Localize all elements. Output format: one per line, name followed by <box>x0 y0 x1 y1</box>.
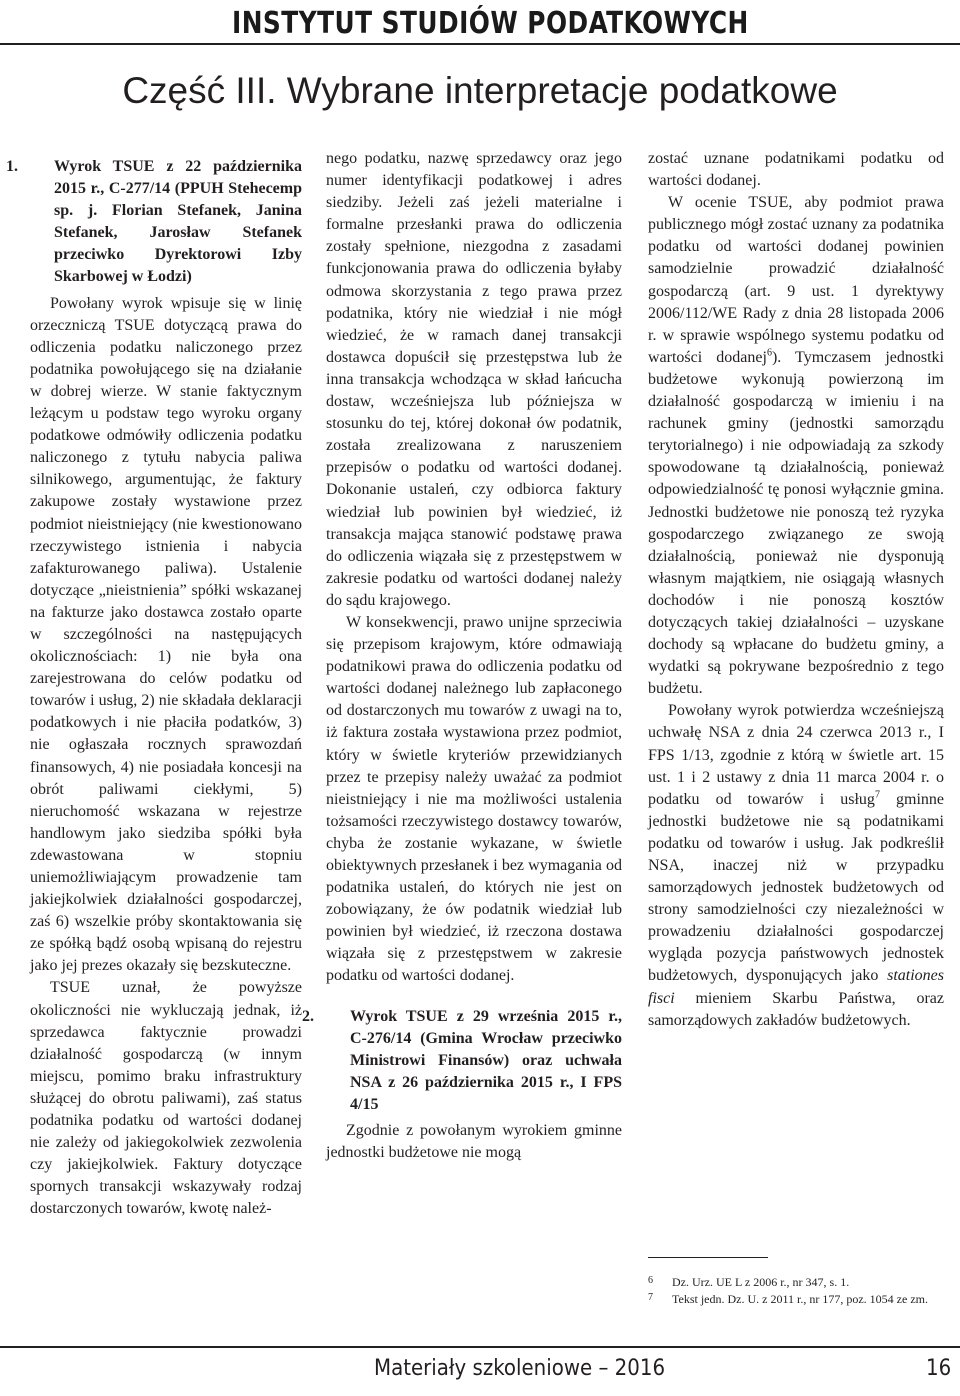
case-2-title: Wyrok TSUE z 29 września 2015 r., C‑276/14 (Gmina Wrocław przeciwko Ministrowi Finansów) oraz uchwała NSA z 26 października 2015 r., I FPS 4/15 <box>350 1007 622 1113</box>
footnotes <box>648 1274 944 1308</box>
institute-name: INSTYTUT STUDIÓW PODATKOWYCH <box>232 6 749 41</box>
case-1-paragraph-3: W konsekwencji, prawo unijne sprzeciwia się przepisom krajowym, które odmawiają podatnikowi prawa do odliczenia podatku od wartości dodanej należnego lub zapłaconego od dostarczonych mu towarów z uwagi na to, iż faktura została wystawiona przez podmiot, który w świetle kryteriów przewidzianych przez te przepisy należy uważać za podmiot nieistniejący i nie ma możliwości ustalenia tożsamości rzeczywistego dostawcy towarów, chyba że zostanie wykazane, w świetle obiektywnych przesłanek i bez wymagania od podatnika ustaleń, do których nie jest on zobowiązany, że ów podatnik wiedział lub powinien był wiedzieć, iż rzeczona dostawa wiązała się z przestępstwem w zakresie podatku od wartości dodanej. <box>326 613 622 985</box>
case-1-paragraph-1: Powołany wyrok wpisuje się w linię orzeczniczą TSUE dotyczącą prawa do odliczenia podatku naliczonego przez podatnika powołującego się na działanie w dobrej wierze. W stanie faktycznym leżącym u podstaw tego wyroku organy podatkowe odmówiły odliczenia podatku naliczonego z tytułu nabycia paliwa silnikowego, argumentując, że faktury zakupowe zostały wystawione przez podmiot nieistniejący (nie kwestionowano rzeczywistego istnienia i nabycia zafakturowanego paliwa). Ustalenie dotyczące „nieistnienia” spółki wskazanej na fakturze jako dostawca zostało oparte w szczególności na następujących okolicznościach: 1) nie była ona zarejestrowana do celów podatku od towarów i usług, 2) nie składała deklaracji podatkowych i nie płaciła podatków, 3) nie ogłaszała rocznych sprawozdań finansowych, 4) nie posiadała koncesji na obrót paliwami ciekłymi, 5) nieruchomość wskazana w rejestrze handlowym jako siedziba spółki była zdewastowana w stopniu uniemożliwiającym prowadzenie tam jakiejkolwiek działalności gospodarczej, zaś 6) wszelkie próby skontaktowania się ze spółką bądź osobą wpisaną do rejestru jako jej prezes okazały się bezskuteczne. <box>30 294 302 975</box>
case-1-heading <box>6 156 302 289</box>
footnote-7: 7 Tekst jedn. Dz. U. z 2011 r., nr 177, poz. 1054 ze zm. <box>648 1292 928 1306</box>
text-column-1 <box>6 148 302 1221</box>
header-divider <box>0 43 960 45</box>
page-header <box>0 0 960 52</box>
case-1-number: 1. <box>6 158 18 175</box>
case-1-paragraph-2: TSUE uznał, że powyższe okoliczności nie wykluczają jednak, iż sprzedawca faktycznie prowadzi działalność gospodarczą (w innym miejscu, pomimo braku infrastruktury służącej do obrotu paliwami), zaś status podatnika podatku od wartości dodanej nie zależy od jakiegokolwiek zezwolenia czy jakiejkolwiek. Faktury dotyczące spornych transakcji wskazywały rodzaj dostarczonych towarów, kwotę należ- <box>30 979 302 1218</box>
footnote-ref-7[interactable]: 7 <box>874 789 880 801</box>
case-2-paragraph-1-continued: zostać uznane podatnikami podatku od wartości dodanej. <box>648 150 944 190</box>
footer-divider <box>0 1346 960 1348</box>
case-1-paragraph-2-continued: nego podatku, nazwę sprzedawcy oraz jego numer identyfikacji podatkowej i adres siedziby. Jeżeli zaś jeżeli materialne i formalne przesłanki prawa do odliczenia zostały spełnione, niezgodna z zasadami funkcjonowania prawa do odliczenia byłaby odmowa skorzystania z tego prawa przez podatnika, który nie wiedział i nie mógł wiedzieć, że w ramach danej transakcji dostawca dopuścił się przestępstwa lub że inna transakcja wchodząca w skład łańcucha dostaw, wcześniejsza lub późniejsza w stosunku do tej, której dokonał ów podatnik, została zrealizowana z naruszeniem przepisów o podatku od wartości dodanej. Dokonanie ustaleń, czy odbiorca faktury wiedział lub powinien był wiedzieć, iż transakcja mająca stanowić podstawę prawa do odliczenia wiązała się z przestępstwem w zakresie podatku od wartości dodanej należy do sądu krajowego. <box>326 150 622 609</box>
footnote-divider <box>648 1257 768 1258</box>
case-2-paragraph-3: Powołany wyrok potwierdza wcześniejszą uchwałę NSA z dnia 24 czerwca 2013 r., I FPS 1/13, zgodnie z którą w świetle art. 15 ust. 1 i 2 ustawy z dnia 11 marca 2004 r. o podatku od towarów i usług$^7$ gminne jednostki budżetowe nie są podatnikami podatku od towarów i usług. Jak podkreślił NSA, inaczej niż w przypadku samorządowych jednostek budżetowych od strony samodzielności czy niezależności w prowadzeniu działalności gospodarczej wygląda pozycja państwowych jednostek budżetowych, dysponujących jako stationes fisci mieniem Skarbu Państwa, oraz samorządowych zakładów budżetowych. <box>648 702 944 1029</box>
case-2-heading <box>302 1006 622 1116</box>
case-2-paragraph-2: W ocenie TSUE, aby podmiot prawa publicznego mógł zostać uznany za podatnika podatku od wartości dodanej powinien samodzielnie prowadzić działalność gospodarczą (art. 9 ust. 1 dyrektywy 2006/112/WE Rady z dnia 28 listopada 2006 r. w sprawie wspólnego systemu podatku od wartości dodanej$^6$). Tymczasem jednostki budżetowe wykonują powierzoną im działalność gospodarczą w imieniu i na rachunek gminy (jednostki samorządu terytorialnego) i nie odpowiadają za szkody spowodowane tą działalnością, ponieważ odpowiedzialność tę ponosi wyłącznie gmina. Jednostki budżetowe nie ponoszą też ryzyka gospodarczego związanego ze swoją działalnością, ponieważ nie dysponują własnym majątkiem, nie osiągają własnych dochodów i nie ponoszą kosztów dotyczących takiej działalności – uzyskane dochody są wpłacane do budżetu gminy, a wydatki są pokrywane bezpośrednio z tego budżetu. <box>648 194 944 698</box>
text-column-2 <box>302 148 622 1164</box>
footer-title: Materiały szkoleniowe – 2016 <box>374 1356 666 1381</box>
case-2-paragraph-1: Zgodnie z powołanym wyrokiem gminne jednostki budżetowe nie mogą <box>326 1122 622 1162</box>
page-footer <box>0 1356 960 1386</box>
page-number: 16 <box>926 1356 952 1381</box>
text-column-3 <box>648 148 944 1032</box>
section-title: Część III. Wybrane interpretacje podatkowe <box>122 70 838 111</box>
case-2-number: 2. <box>302 1007 314 1025</box>
case-1-title: Wyrok TSUE z 22 października 2015 r., C‑277/14 (PPUH Stehecemp sp. j. Florian Stefanek, Janina Stefanek, Jarosław Stefanek przeciwko Dyrektorowi Izby Skarbowej w Łodzi) <box>54 158 302 286</box>
footnote-6: 6 Dz. Urz. UE L z 2006 r., nr 347, s. 1. <box>648 1275 850 1289</box>
footnote-ref-6[interactable]: 6 <box>766 347 772 359</box>
